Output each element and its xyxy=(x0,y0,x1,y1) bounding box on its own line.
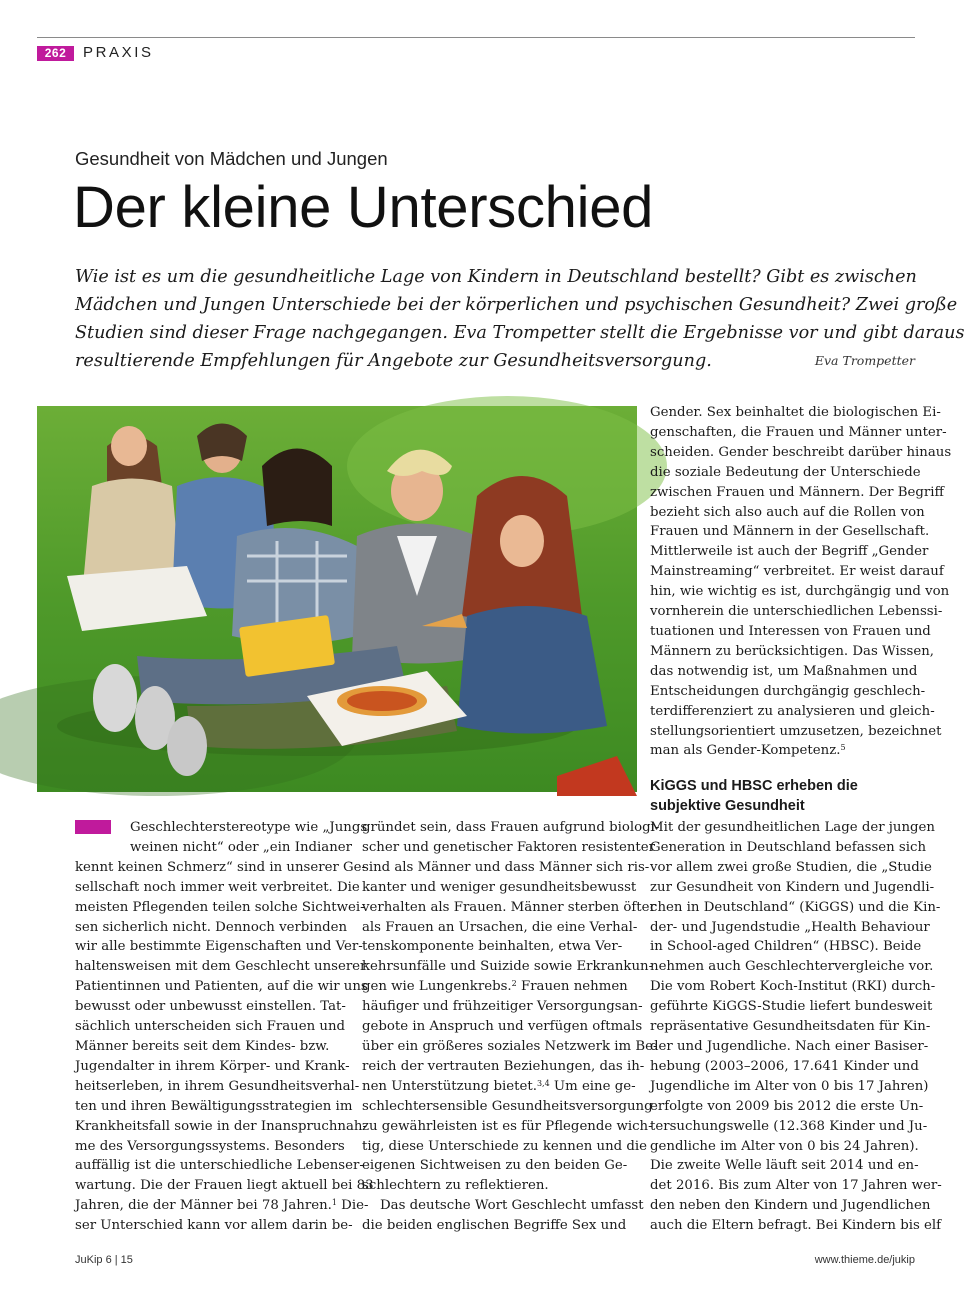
author-name: Eva Trompetter xyxy=(814,353,915,368)
text-line: terdifferenziert zu analysieren und gleich- xyxy=(650,703,935,719)
body-column-1 xyxy=(75,818,374,1236)
text-line: Entscheidungen durchgängig geschlech- xyxy=(650,683,926,699)
body-column-3-bottom xyxy=(650,818,942,1236)
text-line: Das deutsche Wort Geschlecht umfasst xyxy=(380,1198,644,1214)
text-span: man als Gender-Kompetenz. xyxy=(650,743,841,759)
text-line: den neben den Kindern und Jugendlichen xyxy=(650,1198,931,1214)
text-line: me des Versorgungssystems. Besonders xyxy=(75,1138,345,1154)
text-line: Mainstreaming“ verbreitet. Er weist darauf xyxy=(650,564,944,580)
text-span: Um eine ge- xyxy=(549,1078,636,1094)
text-line xyxy=(650,741,918,761)
text-line: die soziale Bedeutung der Unterschiede xyxy=(650,464,921,480)
text-line: verhalten als Frauen. Männer sterben öfter xyxy=(362,899,656,915)
section-subheading xyxy=(650,776,858,816)
footnote-ref[interactable]: 1 xyxy=(331,1198,337,1208)
text-line: hin, wie wichtig es ist, durchgängig und von xyxy=(650,584,950,600)
footer-issue: JuKip 6 | 15 xyxy=(75,1254,133,1266)
text-line: Jugendliche im Alter von 0 bis 17 Jahren) xyxy=(650,1078,929,1094)
text-line: in School-aged Children“ (HBSC). Beide xyxy=(650,939,922,955)
text-line xyxy=(362,977,630,997)
text-line: kennt keinen Schmerz“ sind in unserer Ge- xyxy=(75,859,367,875)
text-line: sind als Männer und dass Männer sich ris- xyxy=(362,859,650,875)
text-line: der- und Jugendstudie „Health Behaviour xyxy=(650,919,930,935)
article-kicker: Gesundheit von Mädchen und Jungen xyxy=(75,148,388,169)
footnote-ref[interactable]: 3,4 xyxy=(536,1078,550,1088)
text-line: Gender. Sex beinhaltet die biologischen Ei- xyxy=(650,405,941,420)
lead-line: Mädchen und Jungen Unterschiede bei der körperlichen und psychischen Gesundheit? Zwei große xyxy=(75,295,958,315)
text-line xyxy=(75,818,368,838)
text-line: der und Jugendliche. Nach einer Basiser- xyxy=(650,1038,929,1054)
text-line: tig, diese Unterschiede zu kennen und die xyxy=(362,1138,648,1154)
text-line: genschaften, die Frauen und Männer unter- xyxy=(650,424,947,440)
text-line: det 2016. Bis zum Alter von 17 Jahren wer- xyxy=(650,1178,942,1194)
text-line: geführte KiGGS-Studie liefert bundesweit xyxy=(650,999,933,1015)
text-line: vornherein die unterschiedlichen Lebenssi- xyxy=(650,604,943,620)
text-line: Männern zu berücksichtigen. Das Wissen, xyxy=(650,643,935,659)
text-line: ten und ihren Bewältigungsstrategien im xyxy=(75,1098,353,1114)
text-line: meisten Pflegenden teilen solche Sichtwei- xyxy=(75,899,365,915)
text-line: Mit der gesundheitlichen Lage der jungen xyxy=(650,820,935,835)
text-line: heitserleben, in ihrem Gesundheitsverhal- xyxy=(75,1078,360,1094)
text-line: scheiden. Gender beschreibt darüber hinaus xyxy=(650,444,952,460)
text-line: wartung. Die der Frauen liegt aktuell bei 83 xyxy=(75,1178,374,1194)
text-line: haltensweisen mit dem Geschlecht unserer xyxy=(75,959,367,975)
article-lead xyxy=(75,263,965,375)
footnote-ref[interactable]: 2 xyxy=(511,979,517,989)
text-line: Männer bereits seit dem Kindes- bzw. xyxy=(75,1038,330,1054)
text-span: Jahren, die der Männer bei 78 Jahren. xyxy=(75,1198,332,1214)
subheading-line: subjektive Gesundheit xyxy=(650,798,805,814)
footnote-ref[interactable]: 5 xyxy=(840,743,846,753)
text-line: bezieht sich also auch auf die Rollen von xyxy=(650,504,925,520)
text-line: das notwendig ist, um Maßnahmen und xyxy=(650,663,918,679)
text-line: wir alle bestimmte Eigenschaften und Ver- xyxy=(75,939,363,955)
text-line: Mittlerweile ist auch der Begriff „Gender xyxy=(650,544,929,560)
text-line: Die vom Robert Koch-Institut (RKI) durch- xyxy=(650,979,936,995)
text-line: gebote in Anspruch und verfügen oftmals xyxy=(362,1019,643,1035)
text-line: vor allem zwei große Studien, die „Studie xyxy=(650,859,932,875)
text-line: über ein größeres soziales Netzwerk im Be- xyxy=(362,1038,658,1054)
text-line: hebung (2003–2006, 17.641 Kinder und xyxy=(650,1058,919,1074)
text-line: ser Unterschied kann vor allem darin be- xyxy=(75,1218,353,1234)
text-line: sächlich unterscheiden sich Frauen und xyxy=(75,1019,346,1035)
photo-young-people-eating-pizza-on-grass-icon xyxy=(37,406,637,792)
text-line: Patientinnen und Patienten, auf die wir uns xyxy=(75,979,368,995)
text-line: gründet sein, dass Frauen aufgrund biologi- xyxy=(362,820,660,835)
text-line: scher und genetischer Faktoren resistenter xyxy=(362,839,655,855)
text-line: zur Gesundheit von Kindern und Jugendli- xyxy=(650,879,935,895)
text-line: Frauen und Männern in der Gesellschaft. xyxy=(650,524,930,540)
text-line: die beiden englischen Begriffe Sex und xyxy=(362,1218,627,1234)
text-line: erfolgte von 2009 bis 2012 die erste Un- xyxy=(650,1098,924,1114)
text-line: kehrsunfälle und Suizide sowie Erkrankun- xyxy=(362,959,654,975)
article-title: Der kleine Unterschied xyxy=(73,175,654,240)
text-line: schlechtersensible Gesundheitsversorgung xyxy=(362,1098,653,1114)
text-span: nen Unterstützung bietet. xyxy=(362,1078,537,1094)
text-line: nehmen auch Geschlechtervergleiche vor. xyxy=(650,959,934,975)
text-line: zu gewährleisten ist es für Pflegende wich- xyxy=(362,1118,653,1134)
footer-url[interactable]: www.thieme.de/jukip xyxy=(814,1254,915,1266)
text-line: auffällig ist die unterschiedliche Lebenser- xyxy=(75,1158,364,1174)
text-line: stellungsorientiert umzusetzen, bezeichnet xyxy=(650,723,942,739)
text-line: als Frauen an Ursachen, die eine Verhal- xyxy=(362,919,638,935)
photo-credit: Syda Productions/Fotolia.com xyxy=(647,894,658,1046)
text-line xyxy=(75,1196,369,1216)
text-line: bewusst oder unbewusst einstellen. Tat- xyxy=(75,999,346,1015)
text-line: tenskomponente beinhalten, etwa Ver- xyxy=(362,939,623,955)
text-line: chen in Deutschland“ (KiGGS) und die Kin- xyxy=(650,899,941,915)
section-label: PRAXIS xyxy=(83,44,154,61)
page-number-badge: 262 xyxy=(37,46,74,61)
top-rule xyxy=(37,37,915,38)
text-line: kanter und weniger gesundheitsbewusst xyxy=(362,879,637,895)
subheading-line: KiGGS und HBSC erheben die xyxy=(650,778,858,794)
text-line: reich der vertrauten Beziehungen, das ih- xyxy=(362,1058,645,1074)
text-line: eigenen Sichtweisen zu den beiden Ge- xyxy=(362,1158,628,1174)
text-span: Frauen nehmen xyxy=(516,979,628,995)
text-span: Die- xyxy=(336,1198,369,1214)
text-span: gen wie Lungenkrebs. xyxy=(362,979,512,995)
text-line: Generation in Deutschland befassen sich xyxy=(650,839,927,855)
text-line: auch die Eltern befragt. Bei Kindern bis elf xyxy=(650,1218,942,1234)
text-line: Jugendalter in ihrem Körper- und Krank- xyxy=(75,1058,350,1074)
text-line: sellschaft noch immer weit verbreitet. Die xyxy=(75,879,360,895)
text-line: Krankheitsfall sowie in der Inanspruchnah- xyxy=(75,1118,367,1134)
body-column-3-top xyxy=(650,403,952,761)
text-line: tuationen und Interessen von Frauen und xyxy=(650,623,931,639)
text-line: tersuchungswelle (12.368 Kinder und Ju- xyxy=(650,1118,928,1134)
lead-line: resultierende Empfehlungen für Angebote zur Gesundheitsversorgung. xyxy=(75,351,712,371)
text-span: Geschlechterstereotype wie „Jungs xyxy=(130,820,368,835)
text-line: sen sicherlich nicht. Dennoch verbinden xyxy=(75,919,348,935)
lead-line: Studien sind dieser Frage nachgegangen. Eva Trompetter stellt die Ergebnisse vor und gibt daraus xyxy=(75,323,965,343)
text-line: gendliche im Alter von 0 bis 24 Jahren). xyxy=(650,1138,919,1154)
text-line xyxy=(362,1077,636,1097)
text-line: repräsentative Gesundheitsdaten für Kin- xyxy=(650,1019,931,1035)
text-line: schlechtern zu reflektieren. xyxy=(362,1178,549,1194)
text-line xyxy=(75,838,352,858)
text-line: Die zweite Welle läuft seit 2014 und en- xyxy=(650,1158,919,1174)
text-line: häufiger und frühzeitiger Versorgungsan- xyxy=(362,999,643,1015)
lead-line: Wie ist es um die gesundheitliche Lage von Kindern in Deutschland bestellt? Gibt es zwischen xyxy=(75,267,917,287)
text-line: zwischen Frauen und Männern. Der Begriff xyxy=(650,484,944,500)
text-span: weinen nicht“ oder „ein Indianer xyxy=(130,839,352,855)
